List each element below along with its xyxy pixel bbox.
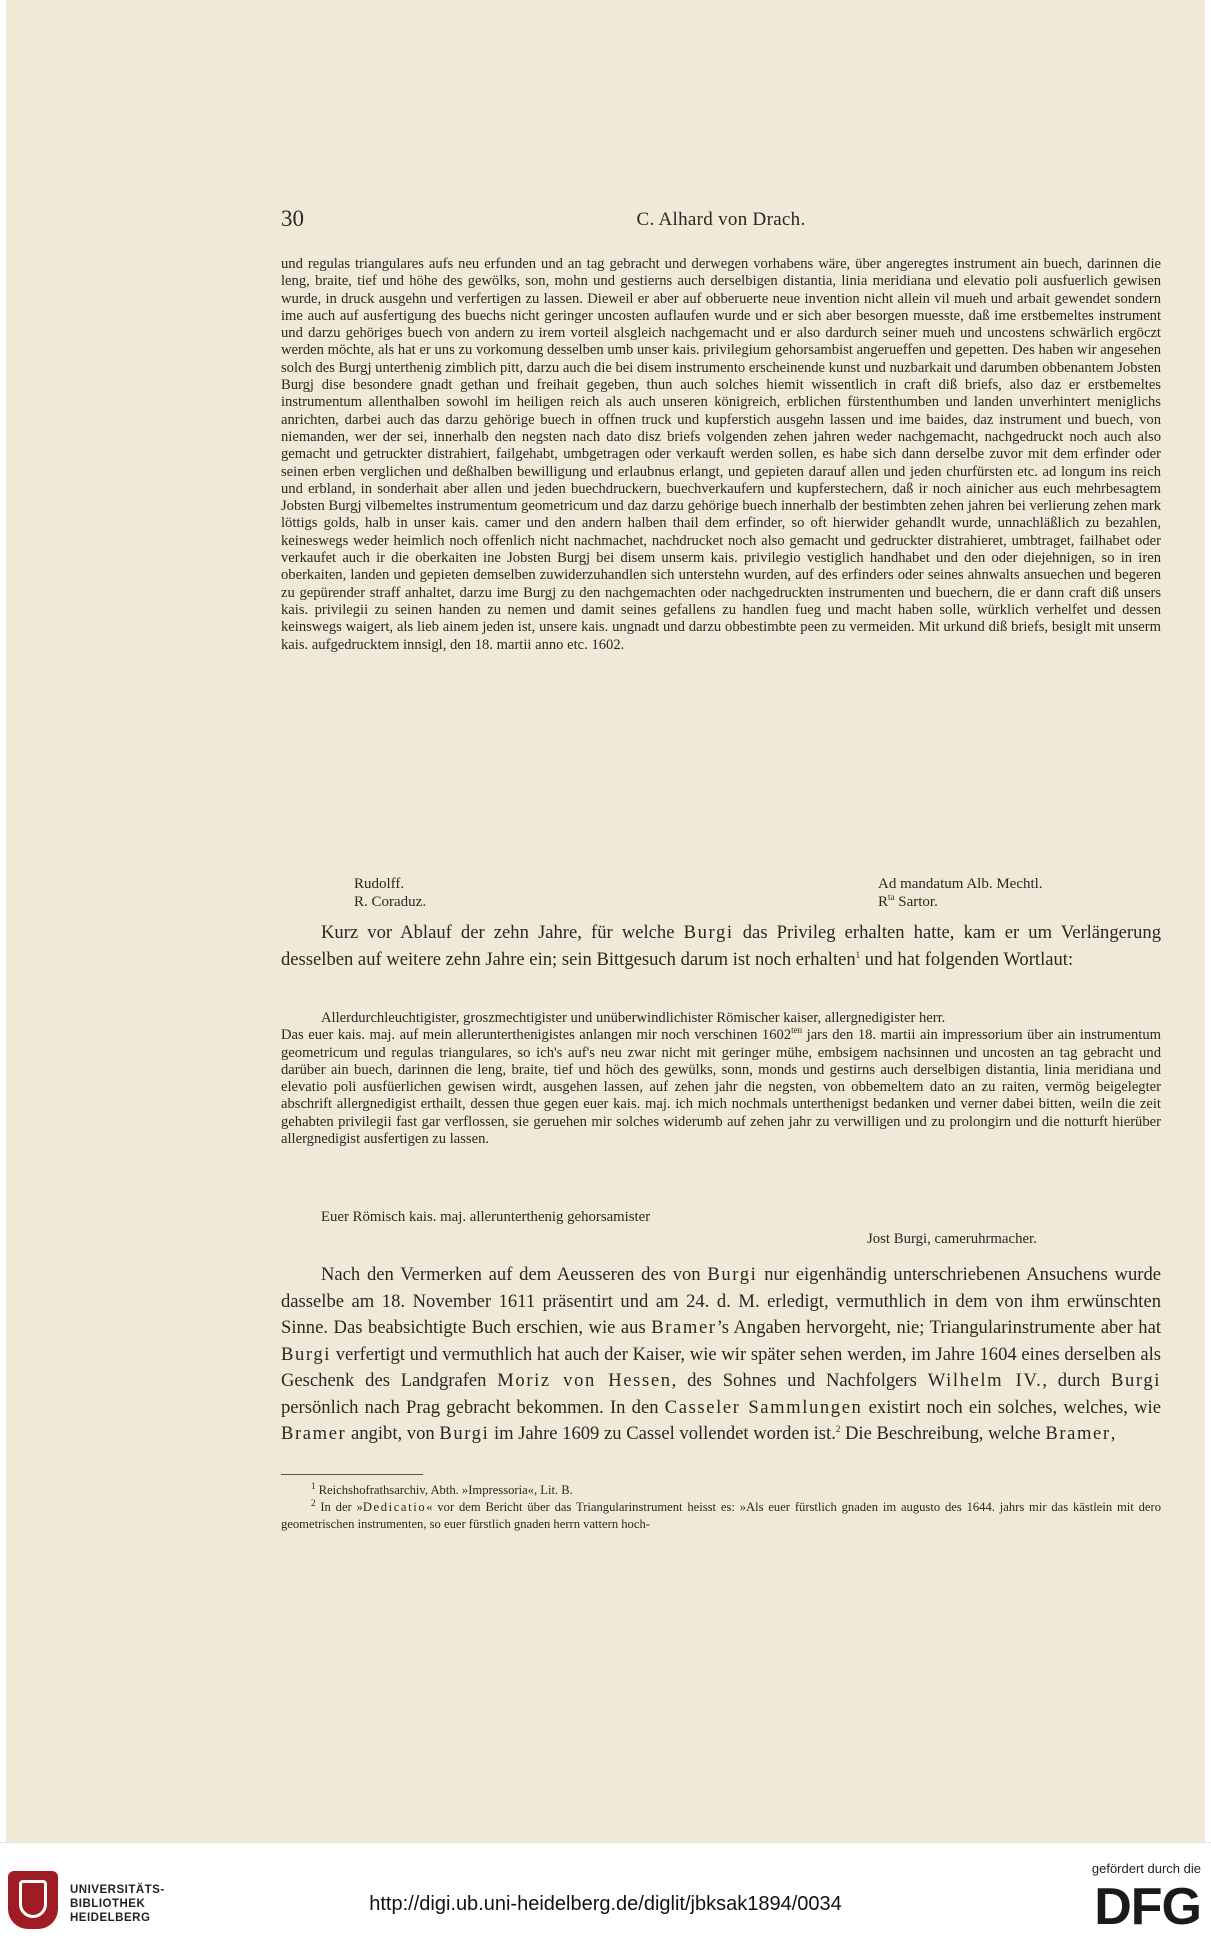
library-logo[interactable]: UNIVERSITÄTS- BIBLIOTHEK HEIDELBERG xyxy=(8,1871,308,1931)
footnote-ref-1: 1 xyxy=(855,949,861,960)
university-shield-icon xyxy=(8,1871,58,1929)
petition-closing-line: Euer Römisch kais. maj. allerunterthenig gehorsamister xyxy=(321,1209,651,1225)
source-url-link[interactable]: http://digi.ub.uni-heidelberg.de/diglit/jbksak1894/0034 xyxy=(369,1893,842,1915)
signature-rudolff: Rudolff. xyxy=(354,876,405,892)
footnote-2: $^2$ In der »Dedicatio« vor dem Bericht über das Triangularinstrument heisst es: »Als euer fürstlich gnaden im augusto des 1644. jahrs mir das kästlein mit dero geometrischen instrumenten, so euer fürstlich gnaden herrn vattern hoch- xyxy=(281,1497,1161,1531)
dfg-wordmark: DFG xyxy=(1094,1878,1201,1936)
privilege-text: und regulas triangulares aufs neu erfunden und an tag gebracht und derwegen vorhabens wäre, über angeregtes instrument ain buech, darinnen die leng, braite, tief und höhe des gewölks, son, mohn und gestierns auch derselbigen distantia, linia meridiana und elevatio poli ausfuerlich gewisen wurde, in druck ausgehn und verfertigen zu lassen. Dieweil er aber auf obberuerte neue invention nicht allein vil mueh und arbait gewendet sondern ime auch auf ausfertigung des buechs nicht geringer uncosten auflaufen wurde und er sich aber besorgen muesste, daß ime erstbemeltes instrument und darzu gehöriges buech von andern zu irem vorteil alsgleich nachgemacht und er also dardurch seiner mueh und uncostens schwärlich ergöczt werden möchte, als hat er uns zu vorkomung desselben umb unser kais. privilegium gehorsambist angerueffen und gepetten. Des haben wir angesehen solch des Burgj unterthenig zimblich pitt, darzu auch die bei disem instrumento erscheinende kunst und nuzbarkait und darumben obbenantem Jobsten Burgj dise besondere gnadt gethan und freihait gegeben, thun auch solches hiemit wissentlich in craft diß briefs, also daz er erstbemeltes instrumentum allenthalben sowohl im heiligen reich als auch unseren königreich, erblichen fürstenthumben und landen unverhintert meniglichs anrichten, darbei auch das darzu gehörige buech in offnen truck und kupferstich ausgehn lassen und ime baides, daz instrument und buech, von niemanden, wer der sei, innerhalb den negsten nach dato disz briefs volgenden zehen jahren weder nachgemacht, nachgedruckt noch auch also gemacht und getruckter distrahiert, failgehabt, umbgetragen oder verkauft werden sollen, es habe sich dann derselbe zuvor mit dem erfinder oder seinen erben verglichen und deßhalben bewilligung und erlaubnus erlangt, und gepieten darauf allen und jeden churfürsten etc. ad longum ins reich und erbland, in sonderhait aber allen und jeden buechdruckern, buechverkaufern und kupferstechern, daß ir noch ainicher aus euch mehrbesagtem Jobsten Burgj vilbemeltes instrumentum geometricum und daz darzu gehörige buech innerhalb der bestimbten zehen jahren bei verlierung zehen mark löttigs golds, halb in unser kais. camer und den andern halben thail dem erfinder, so oft hierwider gehandlt wurde, unnachläßlich zu bezahlen, keineswegs weder heimlich noch offenlich nicht nachmachet, nachdrucket noch also gemacht und gedruckter distrahieret, umbtraget, failhabet oder verkaufet auch ir die oberkaiten ine Jobsten Burgj bei disem unserm kais. privilegio vestiglich handhabet und den oder diejehnigen, so in iren oberkaiten, landen und gepieten demselben zuwiderzuhandlen sich unterstehn wurden, auf des erfinders oder seines ahnwalts ansuechen und begeren zu gepürender straff anhaltet, darzu ime Burgj zu den nachgemachten oder nachgedruckten instrumenten und buechern, die er dann craft diß unsers kais. privilegii zu seinen handen zu nemen und damit seines gefallens zu handlen fueg und macht haben solle, würklich verhelfet und dessen keinswegs waigert, als lieb ainem jeden ist, unsere kais. ungnadt und darzu obbestimbte peen zu vermeiden. Mit urkund diß briefs, besiglt mit unserm kais. aufgedrucktem innsigl, den 18. martii anno etc. 1602. xyxy=(281,256,1162,653)
signature-coraduz: R. Coraduz. xyxy=(354,894,427,910)
dfg-logo[interactable]: gefördert durch die DFG xyxy=(1091,1861,1201,1936)
privilege-quotation xyxy=(281,256,1161,654)
signature-sartor: $R^{ta}$ Sartor. xyxy=(878,892,938,910)
privilege-signatures xyxy=(281,875,1161,911)
footnote-rule xyxy=(281,1474,423,1475)
petition-opening: Allerdurchleuchtigister, groszmechtigister und unüberwindlichister Römischer kaiser, allergnedigister herr. xyxy=(321,1010,946,1026)
signature-mandatum: Ad mandatum Alb. Mechtl. xyxy=(878,876,1043,892)
footnote-1: $^1$ Reichshofrathsarchiv, Abth. »Impressoria«, Lit. B. xyxy=(311,1480,573,1497)
petition-quotation xyxy=(281,1010,1161,1148)
viewer-footer xyxy=(0,1842,1211,1943)
running-head: C. Alhard von Drach. xyxy=(636,209,806,230)
petition-signature: Jost Burgi, cameruhrmacher. xyxy=(867,1231,1037,1247)
page-number: 30 xyxy=(281,206,304,231)
petition-body: Das euer kais. maj. auf mein allerunterthenigistes anlangen mir noch verschinen $1602^{ten}$ jars den 18. martii ain impressorium über ain instrumentum geometricum und regulas triangulares, so ich's auf's neu zwar nicht mit geringer mühe, embsigem nachsinnen und uncosten an tag gebracht und darüber ain buech, darinnen die leng, braite, tief und höch des gewülks, sonn, monds und gestirns auch derselbigen distantia, linia meridiana und elevatio poli ausfüerlichen gewisen wirdt, ausgehen lassen, auf zehen jahr die negsten, von obbemeltem dato an zu raiten, vermög beigelegter abschrift allergnedigist erthailt, dessen thue gegen euer kais. maj. ich mich nochmals unterthenigst bedanken und verner dabei bitten, weiln die zeit gehabten privilegii fast gar verflossen, sie geruehen mir solches widerumb auf zehen jahr zu verwilligen und zu prolongirn und die notturft hierüber allergnedigist ausfertigen zu lassen. xyxy=(281,1025,1161,1148)
petition-closing xyxy=(281,1208,1161,1248)
footnotes xyxy=(281,1482,1161,1533)
paragraph-main: Nach den Vermerken auf dem Aeusseren des von Burgi nur eigenhändig unterschriebenen Ansuchens wurde dasselbe am 18. November 1611 präsentirt und am 24. d. M. erledigt, vermuthlich in dem von ihm erwünschten Sinne. Das beabsichtigte Buch erschien, wie aus Bramer’s Angaben hervorgeht, nie; Triangularinstrumente aber hat Burgi verfertigt und vermuthlich hat auch der Kaiser, wie wir später sehen werden, im Jahre 1604 eines derselben als Geschenk des Landgrafen Moriz von Hessen, des Sohnes und Nachfolgers Wilhelm IV., durch Burgi persönlich nach Prag gebracht bekommen. In den Casseler Sammlungen existirt noch ein solches, welches, wie Bramer angibt, von Burgi im Jahre 1609 zu Cassel vollendet worden ist.$^2$ Die Beschreibung, welche Bramer, xyxy=(281,1264,1162,1444)
footnote-ref-2: 2 xyxy=(835,1423,841,1434)
name-burgi: Burgi xyxy=(683,922,734,943)
page-header xyxy=(281,206,1161,234)
paragraph-extension: Kurz vor Ablauf der zehn Jahre, für welche Burgi das Privileg erhalten hatte, kam er um Verlängerung desselben auf weitere zehn Jahre ein; sein Bittgesuch darum ist noch erhalten$^1$ und hat folgenden Wortlaut: xyxy=(281,922,1161,970)
